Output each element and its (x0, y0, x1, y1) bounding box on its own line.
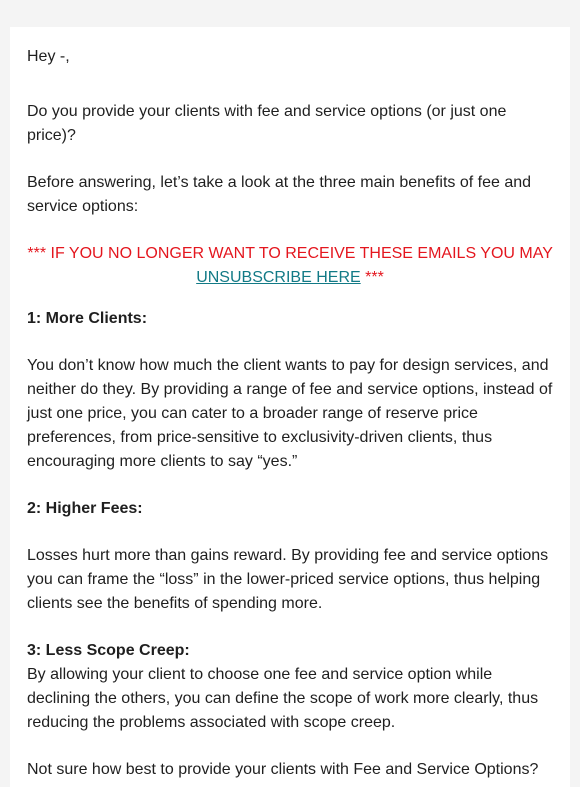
section-body-less-scope-creep: By allowing your client to choose one fee and service option while declining the others, you can define the scope of work more clearly, thus reducing the problems associated with scope creep. (27, 666, 539, 731)
unsubscribe-prefix: *** IF YOU NO LONGER WANT TO RECEIVE THESE EMAILS YOU MAY (27, 245, 553, 262)
intro-question: Do you provide your clients with fee and service options (or just one price)? (27, 103, 507, 144)
unsubscribe-suffix: *** (360, 269, 384, 286)
email-body (10, 27, 570, 787)
intro-lead: Before answering, let’s take a look at the three main benefits of fee and service options: (27, 174, 532, 215)
section-body-higher-fees: Losses hurt more than gains reward. By providing fee and service options you can frame the “loss” in the lower-priced service options, thus helping clients see the benefits of spending more. (27, 547, 549, 612)
unsubscribe-notice (27, 242, 553, 290)
unsubscribe-link[interactable]: UNSUBSCRIBE HERE (196, 269, 361, 286)
closing-question: Not sure how best to provide your clients with Fee and Service Options? (27, 761, 539, 778)
section-heading-higher-fees: 2: Higher Fees: (27, 500, 143, 517)
section-heading-more-clients: 1: More Clients: (27, 310, 148, 327)
greeting: Hey -, (27, 48, 70, 65)
section-heading-less-scope-creep: 3: Less Scope Creep: (27, 642, 190, 659)
section-body-more-clients: You don’t know how much the client wants to pay for design services, and neither do they. By providing a range of fee and service options, instead of just one price, you can cater to a broader range of reserve price preferences, from price-sensitive to exclusivity-driven clients, thus encouraging more clients to say “yes.” (27, 357, 553, 470)
